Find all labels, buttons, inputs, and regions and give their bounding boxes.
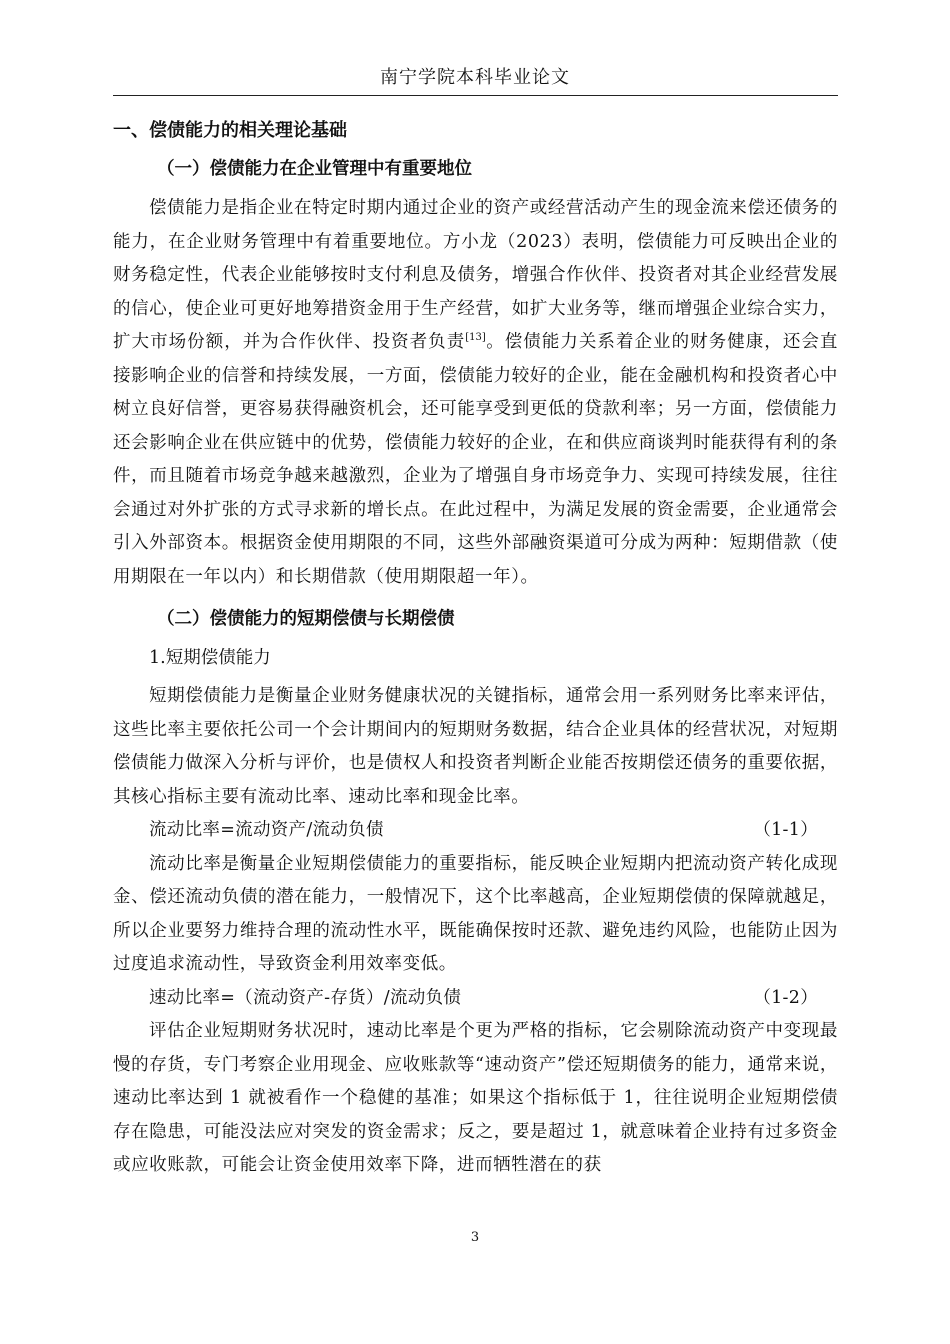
formula-2-number: （1-2） [753,987,818,1008]
formula-1-text: 流动比率=流动资产/流动负债 [149,820,384,840]
formula-2-text: 速动比率=（流动资产-存货）/流动负债 [149,987,462,1008]
paragraph-4: 评估企业短期财务状况时，速动比率是个更为严格的指标，它会剔除流动资产中变现最慢的存货，专门考察企业用现金、应收账款等“速动资产”偿还短期债务的能力，通常来说，速动比率达到 1 就被看作一个稳健的基准；如果这个指标低于 1，往往说明企业短期偿债存在隐患，可能没法应对突发的资金需求；反之，要是超过 1，就意味着企业持有过多资金或应收账款，可能会让资金使用效率下降，进而牺牲潜在的获 [113,1021,838,1175]
running-header: 南宁学院本科毕业论文 [380,67,570,88]
paragraph-1 [113,192,838,594]
section-heading-2: （二）偿债能力的短期偿债与长期偿债 [157,609,455,629]
subsection-heading: 1.短期偿债能力 [149,648,271,668]
paragraph-2: 短期偿债能力是衡量企业财务健康状况的关键指标，通常会用一系列财务比率来评估，这些比率主要依托公司一个会计期间内的短期财务数据，结合企业具体的经营状况，对短期偿债能力做深入分析与评价，也是债权人和投资者判断企业能否按期偿还债务的重要依据，其核心指标主要有流动比率、速动比率和现金比率。 [113,686,838,807]
page-body [113,114,838,1183]
paragraph-1-part-a: 偿债能力是指企业在特定时期内通过企业的资产或经营活动产生的现金流来偿还债务的能力，在企业财务管理中有着重要地位。方小龙（2023）表明，偿债能力可反映出企业的财务稳定性，代表企业能够按时支付利息及债务，增强合作伙伴、投资者对其企业经营发展的信心，使企业可更好地筹措资金用于生产经营，如扩大业务等，继而增强企业综合实力，扩大市场份额，并为合作伙伴、投资者负责 [113,198,838,352]
citation-ref[interactable]: [13] [465,332,486,344]
chapter-heading: 一、偿债能力的相关理论基础 [113,120,347,141]
formula-quick-ratio [113,982,838,1016]
section-heading-1: （一）偿债能力在企业管理中有重要地位 [157,159,472,179]
page-number: 3 [470,1230,480,1245]
paragraph-1-part-b: 。偿债能力关系着企业的财务健康，还会直接影响企业的信誉和持续发展，一方面，偿债能力较好的企业，能在金融机构和投资者心中树立良好信誉，更容易获得融资机会，还可能享受到更低的贷款利率；另一方面，偿债能力还会影响企业在供应链中的优势，偿债能力较好的企业，在和供应商谈判时能获得有利的条件，而且随着市场竞争越来越激烈，企业为了增强自身市场竞争力、实现可持续发展，往往会通过对外扩张的方式寻求新的增长点。在此过程中，为满足发展的资金需要，企业通常会引入外部资本。根据资金使用期限的不同，这些外部融资渠道可分成为两种：短期借款（使用期限在一年以内）和长期借款（使用期限超一年）。 [113,332,838,587]
paragraph-3: 流动比率是衡量企业短期偿债能力的重要指标，能反映企业短期内把流动资产转化成现金、偿还流动负债的潜在能力，一般情况下，这个比率越高，企业短期偿债的保障就越足，所以企业要努力维持合理的流动性水平，既能确保按时还款、避免违约风险，也能防止因为过度追求流动性，导致资金利用效率变低。 [113,853,838,974]
header-divider [113,95,838,96]
formula-current-ratio [113,814,838,848]
formula-1-number: （1-1） [753,820,818,840]
